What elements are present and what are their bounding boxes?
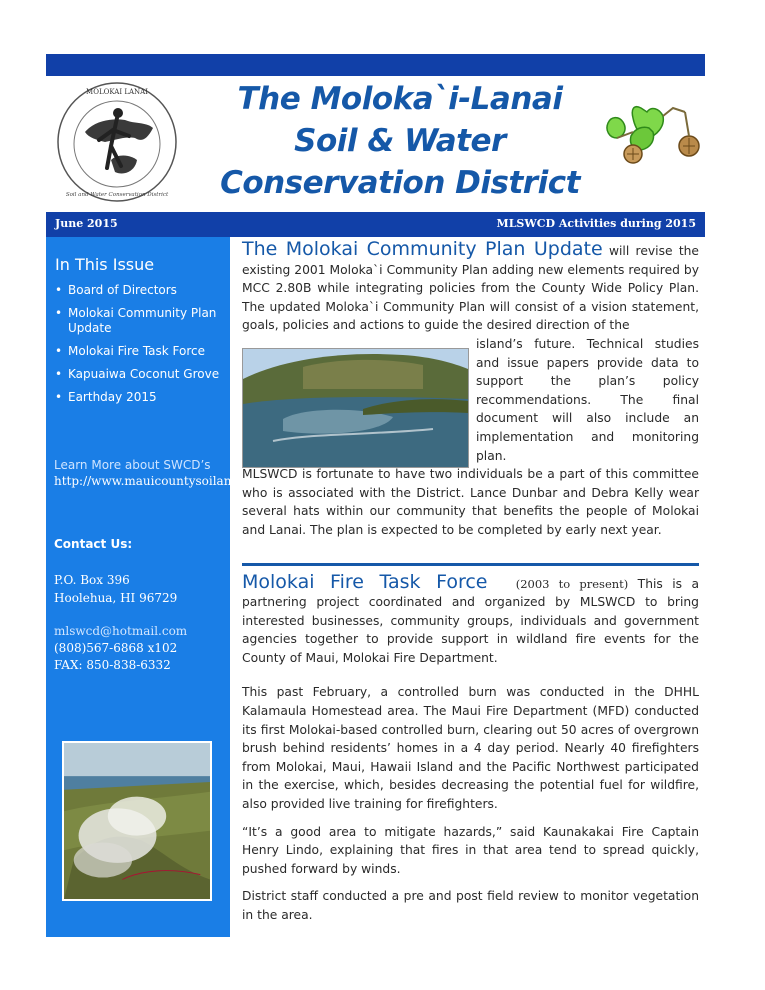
controlled-burn-photo (62, 741, 212, 901)
article-heading: Molokai Fire Task Force (242, 570, 488, 593)
contact-heading: Contact Us: (54, 537, 133, 551)
top-banner-bar (46, 54, 705, 76)
list-item: • Molokai Community Plan Update (55, 306, 227, 336)
in-this-issue-list (55, 283, 227, 413)
list-item: • Board of Directors (55, 283, 227, 298)
article-body-rest: MLSWCD is fortunate to have two individuals be a part of this committee who is associated with the District. Lance Dunbar and Debra Kelly wear several hats within our community that benefits the people of Molokai and Lanai. The plan is expected to be completed by early next year. (242, 467, 699, 537)
title-line-1: The Moloka`i-Lanai (237, 81, 563, 117)
mailing-address (54, 571, 177, 607)
sidebar (46, 237, 302, 937)
article-community-plan-intro (242, 240, 699, 335)
article-paragraph: This past February, a controlled burn was conducted in the DHHL Kalamaula Homestead area. The Maui Fire Department (MFD) conducted its first Molokai-based controlled burn, clearing out 50 acres of overgrown brush behind residents’ homes in a 4 day period. Nearly 40 firefighters from Molokai, Maui, Hawaii Island and the Pacific Northwest participated in the exercise, which, besides decreasing the potential fuel for wildfire, also provided live training for firefighters. (242, 685, 699, 812)
address-line: P.O. Box 396 (54, 573, 130, 587)
kukui-nut-illustration (603, 98, 703, 168)
article-fire-task-force-intro (242, 570, 700, 668)
learn-more-text: Learn More about SWCD’s (54, 458, 211, 472)
years-active: (2003 to present) (515, 576, 629, 591)
address-line: Hoolehua, HI 96729 (54, 591, 178, 605)
article-body: will revise the existing 2001 Moloka`i Community Plan adding new elements required by MCC 2.80B while integrating policies from the County Wide Policy Plan. The updated Moloka`i Community Plan will consist of a vision statement, goals, policies and actions to guide the desired direction of the (242, 244, 700, 333)
title-line-3: Conservation District (220, 165, 580, 201)
email-link[interactable]: mlswcd@hotmail.com (54, 624, 188, 638)
issue-subtitle: MLSWCD Activities during 2015 (496, 217, 696, 230)
phone-number: (808)567-6868 x102 (54, 641, 178, 655)
main-content (242, 240, 699, 925)
list-item: • Earthday 2015 (55, 390, 227, 405)
svg-text:MOLOKAI LANAI: MOLOKAI LANAI (86, 88, 148, 96)
title-line-2: Soil & Water (294, 123, 506, 159)
issue-date-bar (46, 212, 705, 237)
sidebar-title: In This Issue (55, 255, 155, 274)
article-paragraph: District staff conducted a pre and post field review to monitor vegetation in the area. (242, 889, 699, 922)
section-divider (242, 563, 699, 566)
article-body-wrapped: island’s future. Technical studies and issue papers provide data to support the plan’s policy recommendations. The final document will also include an implementation and monitoring plan. (476, 336, 699, 463)
molokai-shoreline-photo (242, 348, 469, 468)
list-item: • Kapuaiwa Coconut Grove (55, 367, 227, 382)
article-heading: The Molokai Community Plan Update (242, 238, 603, 260)
svg-text:Soil and Water Conservation Di: Soil and Water Conservation District (65, 192, 169, 198)
district-logo (55, 80, 179, 204)
issue-date: June 2015 (55, 217, 118, 230)
list-item: • Molokai Fire Task Force (55, 344, 227, 359)
article-body: This is a partnering project coordinated and organized by MLSWCD to bring interested businesses, community groups, individuals and government agencies together to provide support in wildland fire events for the County of Maui, Molokai Fire Department. (242, 576, 700, 665)
article-paragraph: “It’s a good area to mitigate hazards,” said Kaunakakai Fire Captain Henry Lindo, explaining that fires in that area tend to spread quickly, pushed forward by winds. (242, 824, 699, 876)
website-link[interactable]: http://www.mauicountysoilandwater.org/ (54, 474, 302, 488)
newsletter-title (200, 78, 600, 204)
contact-details (54, 623, 187, 674)
fax-number: FAX: 850-838-6332 (54, 658, 171, 672)
